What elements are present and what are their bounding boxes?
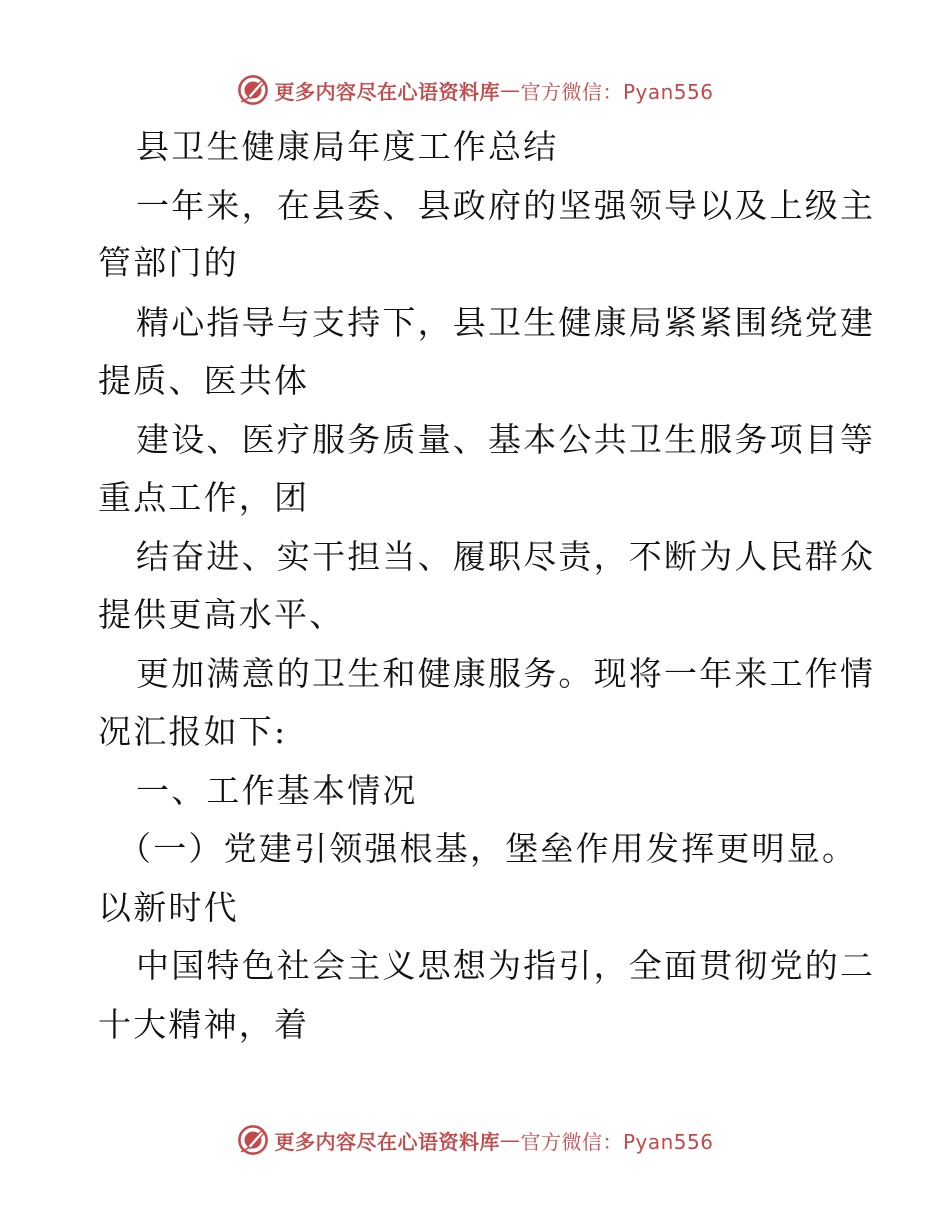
watermark-contact-text: 官方微信：Pyan556	[520, 1129, 714, 1154]
watermark-brand-text: 更多内容尽在心语资料库	[274, 79, 500, 104]
paragraph-line: 精心指导与支持下，县卫生健康局紧紧围绕党建	[136, 303, 876, 342]
paragraph-line: 以新时代	[98, 888, 239, 927]
paragraph-line: 管部门的	[98, 243, 239, 282]
watermark-brand-text: 更多内容尽在心语资料库	[274, 1129, 500, 1154]
paragraph-line: 况汇报如下:	[98, 712, 288, 751]
watermark-contact-text: 官方微信：Pyan556	[520, 79, 714, 104]
quill-pen-logo-icon	[236, 1123, 270, 1157]
paragraph-line: 结奋进、实干担当、履职尽责，不断为人民群众	[136, 537, 876, 576]
header-watermark-banner	[0, 70, 950, 110]
paragraph-line: 提供更高水平、	[98, 595, 345, 634]
section-heading: 一、工作基本情况	[136, 771, 418, 810]
watermark-separator: —	[499, 78, 521, 102]
document-title: 县卫生健康局年度工作总结	[136, 127, 559, 166]
paragraph-line: 建设、医疗服务质量、基本公共卫生服务项目等	[136, 420, 876, 459]
footer-watermark-banner	[0, 1120, 950, 1160]
paragraph-line: 中国特色社会主义思想为指引，全面贯彻党的二	[136, 946, 876, 985]
quill-pen-logo-icon	[236, 73, 270, 107]
paragraph-line: 更加满意的卫生和健康服务。现将一年来工作情	[136, 654, 876, 693]
paragraph-line: 一年来，在县委、县政府的坚强领导以及上级主	[136, 186, 876, 225]
watermark-separator: —	[499, 1128, 521, 1152]
paragraph-line: 十大精神，着	[98, 1005, 310, 1044]
subsection-heading: （一）党建引领强根基，堡垒作用发挥更明显。	[118, 829, 858, 868]
paragraph-line: 重点工作，团	[98, 478, 310, 517]
paragraph-line: 提质、医共体	[98, 361, 310, 400]
